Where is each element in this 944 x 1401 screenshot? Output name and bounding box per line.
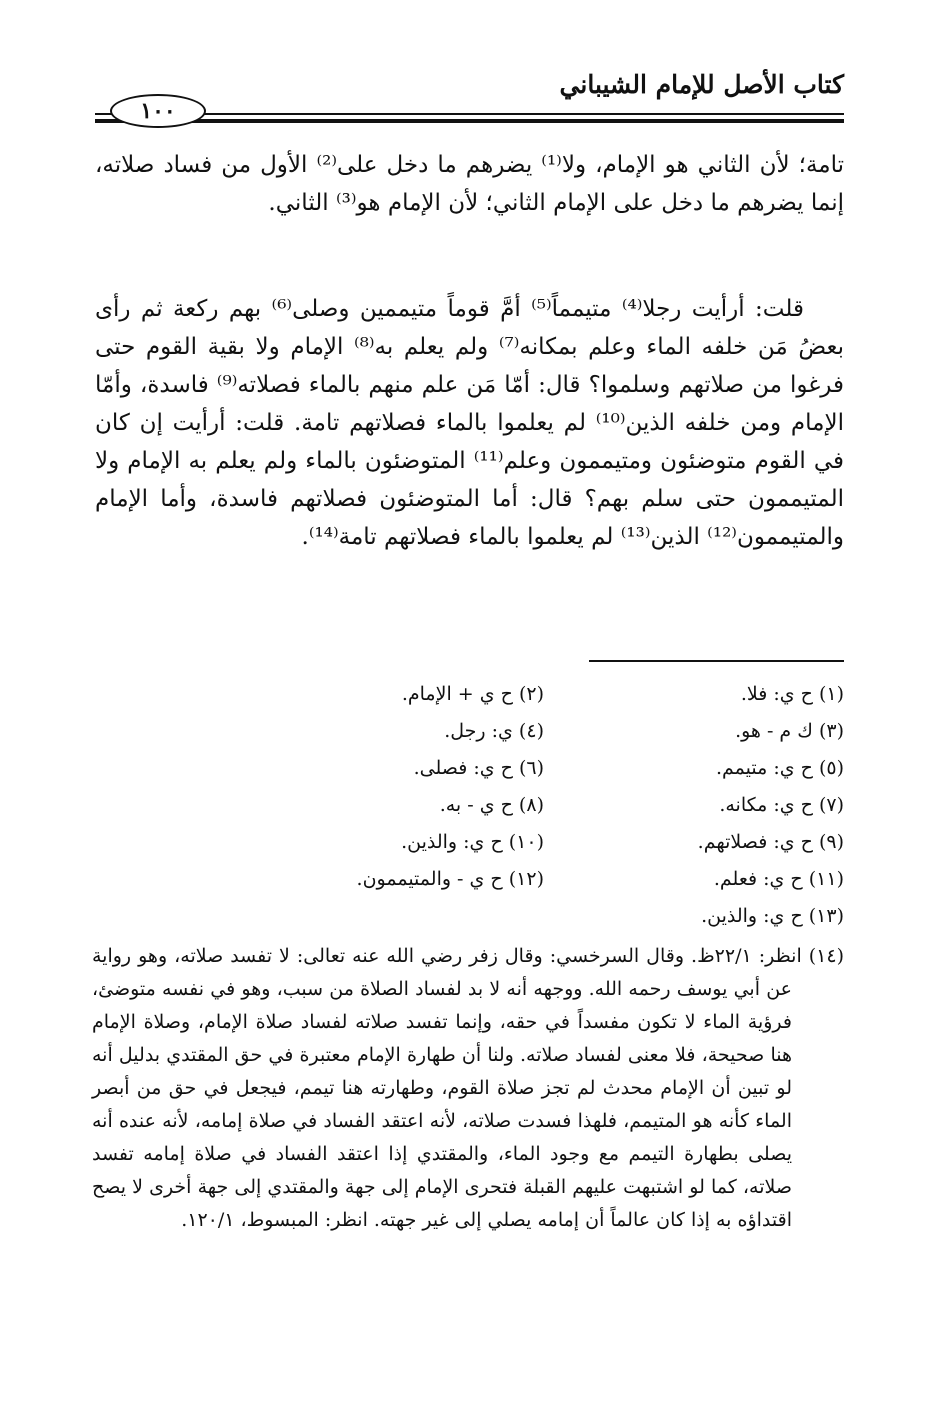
footnote-item: (١) ح ي: فلا. xyxy=(740,683,844,705)
footnote-item: (١٢) ح ي - والمتيممون. xyxy=(356,868,544,890)
running-header-title: كتاب الأصل للإمام الشيباني xyxy=(559,70,844,99)
footnote-item: (٢) ح ي + الإمام. xyxy=(401,683,544,705)
footnote-row xyxy=(244,676,844,713)
footnote-item: (٤) ي: رجل. xyxy=(444,720,544,742)
footnote-row xyxy=(244,713,844,750)
footnote-row xyxy=(244,750,844,787)
footnote-item: (١١) ح ي: فعلم. xyxy=(713,868,844,890)
header-rule-thick xyxy=(95,119,844,123)
footnote-item xyxy=(244,898,544,935)
footnote-item: (٩) ح ي: فصلاتهم. xyxy=(697,831,844,853)
footnote-14-long: (١٤) انظر: ٢٢/١ظ. وقال السرخسي: وقال زفر رضي الله عنه تعالى: لا تفسد صلاته، وهو رواية عن أبي يوسف رحمه الله. ووجهه أنه لا بد لفساد الصلاة من سبب، وهو في نفسه متوضئ، فرؤية الماء لا تكون مفسداً في حقه، وإنما تفسد صلاته لفساد صلاة الإمام، وصلاة الإمام هنا صحيحة، فلا معنى لفساد صلاته. ولنا أن طهارة الإمام معتبرة في حق المقتدي بدليل أنه لو تبين أن الإمام محدث لم تجز صلاة القوم، وطهارته هنا تيمم، فيجعل في حق من أبصر الماء كأنه هو المتيمم، فلهذا فسدت صلاته، لأنه اعتقد الفساد في صلاة إمامه، لأنه عنده أنه يصلى بطهارة التيمم مع وجود الماء، والمقتدي إذا اعتقد الفساد في صلاة إمامه تفسد صلاته، كما لو اشتبهت عليهم القبلة فتحرى الإمام إلى جهة والمقتدي إلى جهة أخرى لا يصح اقتداؤه به إذا كان عالماً أن إمامه يصلي إلى غير جهته. انظر: المبسوط، ١٢٠/١. xyxy=(92,945,844,1231)
page-number-badge: ١٠٠ xyxy=(110,94,206,128)
footnote-row xyxy=(244,787,844,824)
footnote-row xyxy=(244,861,844,898)
footnote-item: (٣) ك م - هو. xyxy=(735,720,844,742)
footnote-separator xyxy=(589,660,844,662)
header-rule-thin xyxy=(95,113,844,115)
footnote-row xyxy=(244,824,844,861)
body-paragraph-question: قلت: أرأيت رجلا⁽⁴⁾ متيمماً⁽⁵⁾ أمَّ قوماً متيممين وصلى⁽⁶⁾ بهم ركعة ثم رأى بعضُ مَن خلفه الماء وعلم بمكانه⁽⁷⁾ ولم يعلم به⁽⁸⁾ الإمام ولا بقية القوم حتى فرغوا من صلاتهم وسلموا؟ قال: أمّا مَن علم منهم بالماء فصلاته⁽⁹⁾ فاسدة، وأمّا الإمام ومن خلفه الذين⁽¹⁰⁾ لم يعلموا بالماء فصلاتهم تامة. قلت: أرأيت إن كان في القوم متوضئون ومتيممون وعلم⁽¹¹⁾ المتوضئون بالماء ولم يعلم به الإمام ولا المتيممون حتى سلم بهم؟ قال: أما المتوضئون فصلاتهم فاسدة، وأما الإمام والمتيممون⁽¹²⁾ الذين⁽¹³⁾ لم يعلموا بالماء فصلاتهم تامة⁽¹⁴⁾. xyxy=(95,296,844,550)
footnote-item: (٥) ح ي: متيمم. xyxy=(715,757,844,779)
body-paragraph-continued: تامة؛ لأن الثاني هو الإمام، ولا⁽¹⁾ يضرهم ما دخل على⁽²⁾ الأول من فساد صلاته، إنما يضرهم ما دخل على الإمام الثاني؛ لأن الإمام هو⁽³⁾ الثاني. xyxy=(95,152,844,216)
footnote-item: (٨) ح ي - به. xyxy=(439,794,544,816)
footnote-grid xyxy=(244,676,844,935)
footnote-item: (١٠) ح ي: والذين. xyxy=(401,831,544,853)
footnote-item: (٦) ح ي: فصلى. xyxy=(413,757,544,779)
footnote-item: (٧) ح ي: مكانه. xyxy=(719,794,844,816)
footnote-row xyxy=(244,898,844,935)
footnote-item: (١٣) ح ي: والذين. xyxy=(701,905,844,927)
